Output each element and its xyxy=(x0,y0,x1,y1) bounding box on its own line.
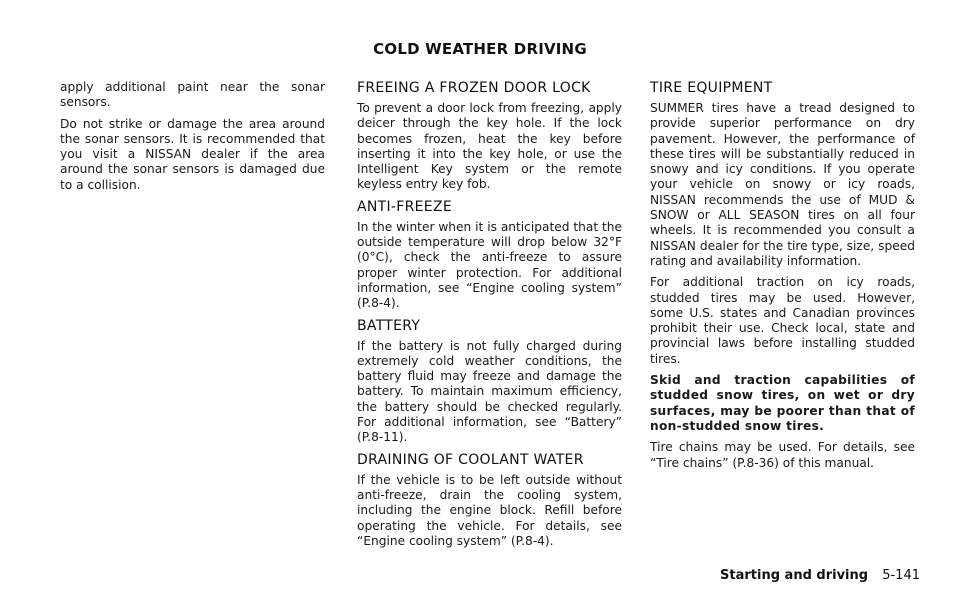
section-heading-tire-equipment: TIRE EQUIPMENT xyxy=(650,80,773,96)
page-title: COLD WEATHER DRIVING xyxy=(373,40,587,58)
section-heading-battery: BATTERY xyxy=(357,317,421,334)
column-middle xyxy=(357,80,622,555)
paragraph: Do not strike or damage the area around the sonar sensors. It is recommended that you visit a NISSAN dealer if the area around the sonar sensors is damaged due to a collision. xyxy=(60,116,325,192)
page-footer xyxy=(720,568,920,583)
column-left xyxy=(60,80,325,199)
section-text-battery: If the battery is not fully charged during extremely cold weather conditions, the battery fluid may freeze and damage the battery. To maintain maximum efficiency, the battery should be checked regularly. For additional information, see “Battery” (P.8-11). xyxy=(357,338,622,445)
section-heading-coolant: DRAINING OF COOLANT WATER xyxy=(357,451,584,468)
section-text-coolant: If the vehicle is to be left outside without anti-freeze, drain the cooling system, including the engine block. Refill before operating the vehicle. For details, see “Engine cooling system” (P.8-4). xyxy=(357,472,622,548)
tire-paragraph-chains: Tire chains may be used. For details, see “Tire chains” (P.8-36) of this manual. xyxy=(650,440,915,470)
section-heading-frozen-door-lock: FREEING A FROZEN DOOR LOCK xyxy=(357,80,591,96)
paragraph: apply additional paint near the sonar sensors. xyxy=(60,80,325,110)
footer-section-name: Starting and driving xyxy=(720,568,869,583)
page-number: 5-141 xyxy=(882,568,920,583)
section-text-anti-freeze: In the winter when it is anticipated that the outside temperature will drop below 32°F (0°C), check the anti-freeze to assure proper winter protection. For additional information, see “Engine cooling system” (P.8-4). xyxy=(357,219,622,311)
tire-paragraph-studded: For additional traction on icy roads, studded tires may be used. However, some U.S. states and Canadian provinces prohibit their use. Check local, state and provincial laws before installing studded tires. xyxy=(650,275,915,366)
section-heading-anti-freeze: ANTI-FREEZE xyxy=(357,198,452,215)
tire-warning: Skid and traction capabilities of studded snow tires, on wet or dry surfaces, may be poorer than that of non-studded snow tires. xyxy=(650,373,915,433)
section-text-frozen-door-lock: To prevent a door lock from freezing, apply deicer through the key hole. If the lock becomes frozen, heat the key before inserting it into the key hole, or use the Intelligent Key system or the remote keyless entry key fob. xyxy=(357,101,622,192)
tire-paragraph-summer: SUMMER tires have a tread designed to provide superior performance on dry pavement. However, the performance of these tires will be substantially reduced in snowy and icy conditions. If you operate your vehicle on snowy or icy roads, NISSAN recommends the use of MUD & SNOW or ALL SEASON tires on all four wheels. It is recommended you consult a NISSAN dealer for the tire type, size, speed rating and availability information. xyxy=(650,101,915,268)
column-right xyxy=(650,80,915,477)
